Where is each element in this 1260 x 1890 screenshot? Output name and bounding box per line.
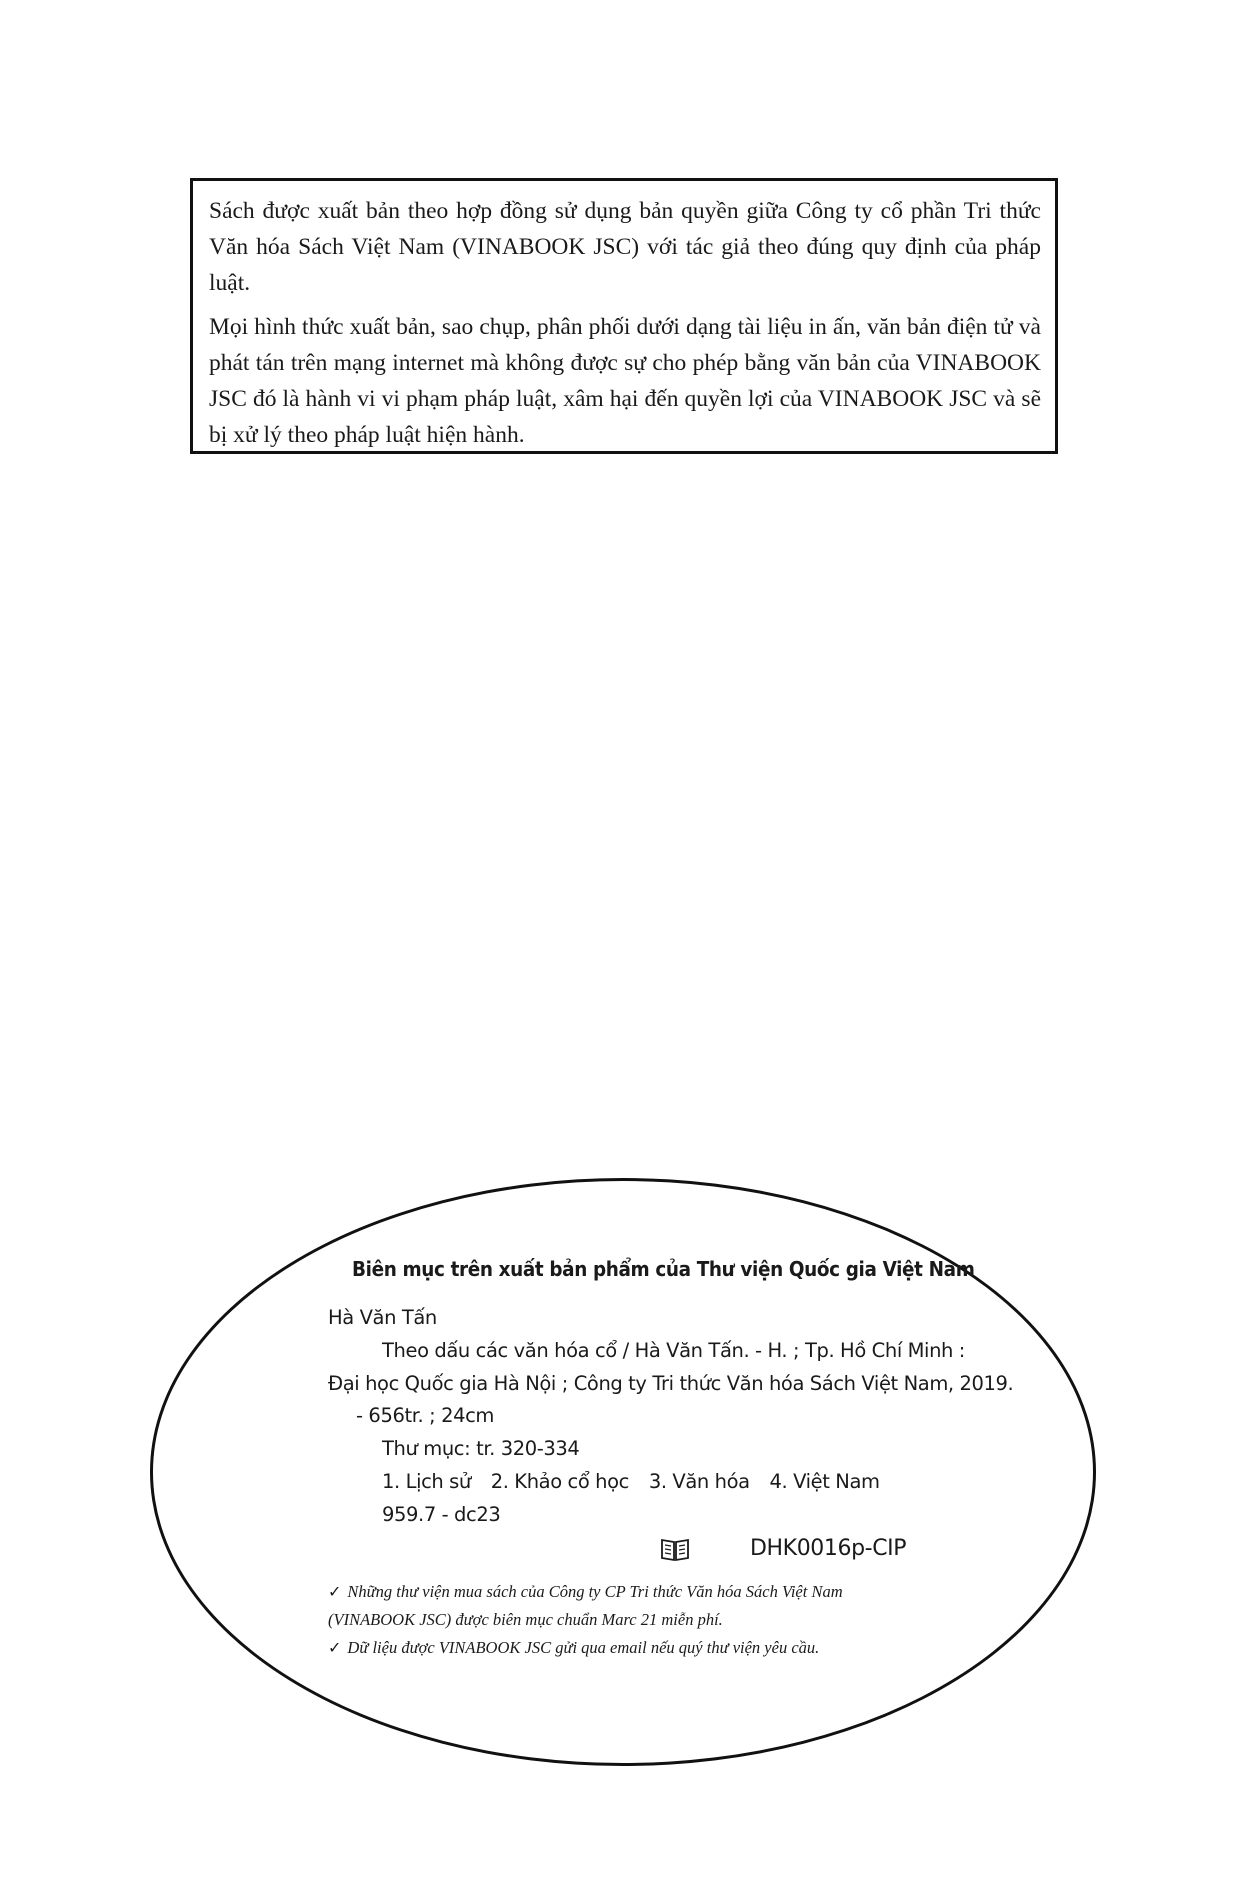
cip-author: Hà Văn Tấn [328, 1306, 437, 1329]
cip-subject-1: 1. Lịch sử [382, 1470, 471, 1493]
open-book-icon [660, 1536, 690, 1562]
cip-publisher: Đại học Quốc gia Hà Nội ; Công ty Tri thức Văn hóa Sách Việt Nam, 2019. [328, 1372, 1014, 1395]
cip-subject-2: 2. Khảo cổ học [490, 1470, 629, 1493]
cip-subject-3: 3. Văn hóa [648, 1470, 750, 1493]
note-text-2: Dữ liệu được VINABOOK JSC gửi qua email nếu quý thư viện yêu cầu. [347, 1638, 820, 1657]
cip-ddc: 959.7 - dc23 [382, 1503, 501, 1526]
note-item-1 [328, 1578, 918, 1634]
cip-subject-4: 4. Việt Nam [769, 1470, 880, 1493]
check-icon: ✓ [328, 1638, 342, 1657]
note-item-2 [328, 1634, 918, 1662]
cip-code: DHK0016p-CIP [750, 1536, 907, 1561]
cip-bibliography: Thư mục: tr. 320-334 [382, 1437, 580, 1460]
cip-notes [328, 1578, 918, 1662]
check-icon: ✓ [328, 1582, 342, 1601]
note-text-1: Những thư viện mua sách của Công ty CP Tri thức Văn hóa Sách Việt Nam (VINABOOK JSC) được biên mục chuẩn Marc 21 miễn phí. [328, 1582, 843, 1629]
cip-title: Biên mục trên xuất bản phẩm của Thư viện Quốc gia Việt Nam [352, 1257, 975, 1281]
copyright-paragraph-1: Sách được xuất bản theo hợp đồng sử dụng bản quyền giữa Công ty cổ phần Tri thức Văn hóa Sách Việt Nam (VINABOOK JSC) với tác giả theo đúng quy định của pháp luật. [209, 198, 1041, 296]
copyright-paragraph-2: Mọi hình thức xuất bản, sao chụp, phân phối dưới dạng tài liệu in ấn, văn bản điện tử và phát tán trên mạng internet mà không được sự cho phép bằng văn bản của VINABOOK JSC đó là hành vi vi phạm pháp luật, xâm hại đến quyền lợi của VINABOOK JSC và sẽ bị xử lý theo pháp luật hiện hành. [209, 314, 1041, 448]
cip-subjects [382, 1470, 894, 1493]
cip-physical-description: - 656tr. ; 24cm [356, 1404, 495, 1427]
cip-title-statement: Theo dấu các văn hóa cổ / Hà Văn Tấn. - H. ; Tp. Hồ Chí Minh : [382, 1339, 965, 1362]
copyright-notice-box [190, 178, 1058, 454]
